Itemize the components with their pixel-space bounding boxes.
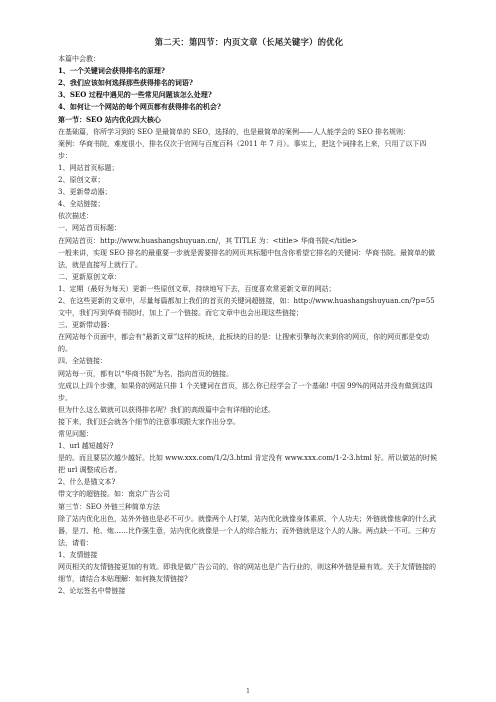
text-line: 带文字的超链接。如：南京广告公司 [58, 490, 170, 499]
text-line: 三、更新带动器： [58, 321, 114, 330]
text-line: 接下来，我们还会就各个细节的注意事项跟大家作出分享。 [58, 417, 240, 426]
text-line: 1、友情链接 [58, 550, 98, 559]
document-page [58, 36, 440, 597]
text-line: 网页相关的友情链接更加的有效。即我是做广告公司的，你的网站也是广告行业的，则这种外链是最有效。关于友情链接的细节，请结合本贴理解：如何换友情链接? [58, 563, 436, 584]
text-line: 2、原创文章； [58, 176, 105, 185]
text-line: 完成以上四个步骤，如果你的网站只排 1 个关键词在首页，那么你已经学会了一个基础! 中国 99%的网站并没有做到这四步。 [58, 381, 433, 402]
text-line: 除了站内优化出色，站外外链也是必不可少。就像两个人打架，站内优化就像身体素质、个人功夫；外链就像他拿的什么武器，是刀、枪、炮……比作强生意，站内优化就像是一个人的综合能力；而外链就是这个人的人脉。两点缺一不可。三种方法，请看： [58, 514, 436, 547]
text-line: 3、更新带动器； [58, 188, 112, 197]
text-line: 2、我们应该如何选择那些获得排名的词语? [58, 78, 193, 88]
text-line: 4、如何让一个网站的每个网页都有获得排名的机会? [58, 102, 221, 112]
text-line: 1、网站首页标题； [58, 163, 119, 172]
text-line: 1、url 越短越好? [58, 442, 114, 451]
text-line: 第一节：SEO 站内优化四大核心 [58, 114, 161, 124]
document-title: 第二天：第四节：内页文章（长尾关键字）的优化 [154, 37, 344, 47]
text-line: 在基础篇，你所学习到的 SEO 是最简单的 SEO，选择的，也是最简单的案例——人人能学会的 SEO 排名规则： [58, 127, 411, 136]
text-line: 四、全站链接： [58, 357, 107, 366]
text-line: 但为什么这么做就可以获得排名呢？我们的高级篇中会有详细的论述。 [58, 405, 275, 414]
document-body [58, 53, 440, 597]
text-line: 1、一个关键词会获得排名的原理? [58, 66, 165, 76]
text-line: 本篇中会教： [58, 55, 100, 64]
page-number: 1 [246, 688, 250, 695]
text-line: 2、在这些更新的文章中，尽量每篇都加上我们的首页的关键词超链接，如：http://www.huashangshuyuan.cn/?p=55 文中，我们写到华商书院时，加上了一个链接。而它文章中也会出现这些链接； [58, 296, 435, 318]
text-line: 4、全站链接； [58, 200, 105, 209]
text-line: 常见问题： [58, 430, 93, 438]
text-line: 网站每一页，都有以“华商书院”为名，指向首页的链接。 [58, 369, 234, 378]
text-line: 1、定期（最好为每天）更新一些原创文章，持续地写下去，百度喜欢常更新文章的网站； [58, 284, 336, 293]
text-line: 二、更新原创文章： [58, 272, 121, 281]
text-line: 案例：华商书院，难度很小，排名仅次于官网与百度百科（2011 年 7 月）。事实上，把这个词排名上来，只用了以下四步： [58, 139, 427, 160]
text-line: 3、SEO 过程中遇见的一些常见问题该怎么处理? [58, 90, 212, 100]
text-line: 在网站首页：http://www.huashangshuyuan.cn/，其 TITLE 为：<title> 华商书院</title> [58, 236, 358, 245]
text-line: 第三节：SEO 外链三种简单方法 [58, 502, 160, 511]
text-line: 一般来讲，实现 SEO 排名的最重要一步就是需要排名的网页其标题中包含你希望它排名的关键词：华商书院。最简单的做法，就是直接写上就行了。 [58, 248, 436, 269]
text-line: 依次描述： [58, 212, 93, 221]
text-line: 是的。而且要层次越少越好。比如 www.xxx.com/1/2/3.html 肯定没有 www.xxx.com/1-2-3.html 好。所以做站的时候把 url 调整成后者。 [58, 454, 438, 475]
text-line: 2、什么是锚文本? [58, 478, 116, 487]
text-line: 2、论坛签名中带链接 [58, 587, 126, 596]
text-line: 一、网站首页标题： [58, 224, 121, 233]
text-line: 在网站每个页面中，都会有“最新文章”这样的板块，此板块的目的是：让搜索引擎每次来到你的网页，你的网页都是变动的。 [58, 333, 430, 354]
